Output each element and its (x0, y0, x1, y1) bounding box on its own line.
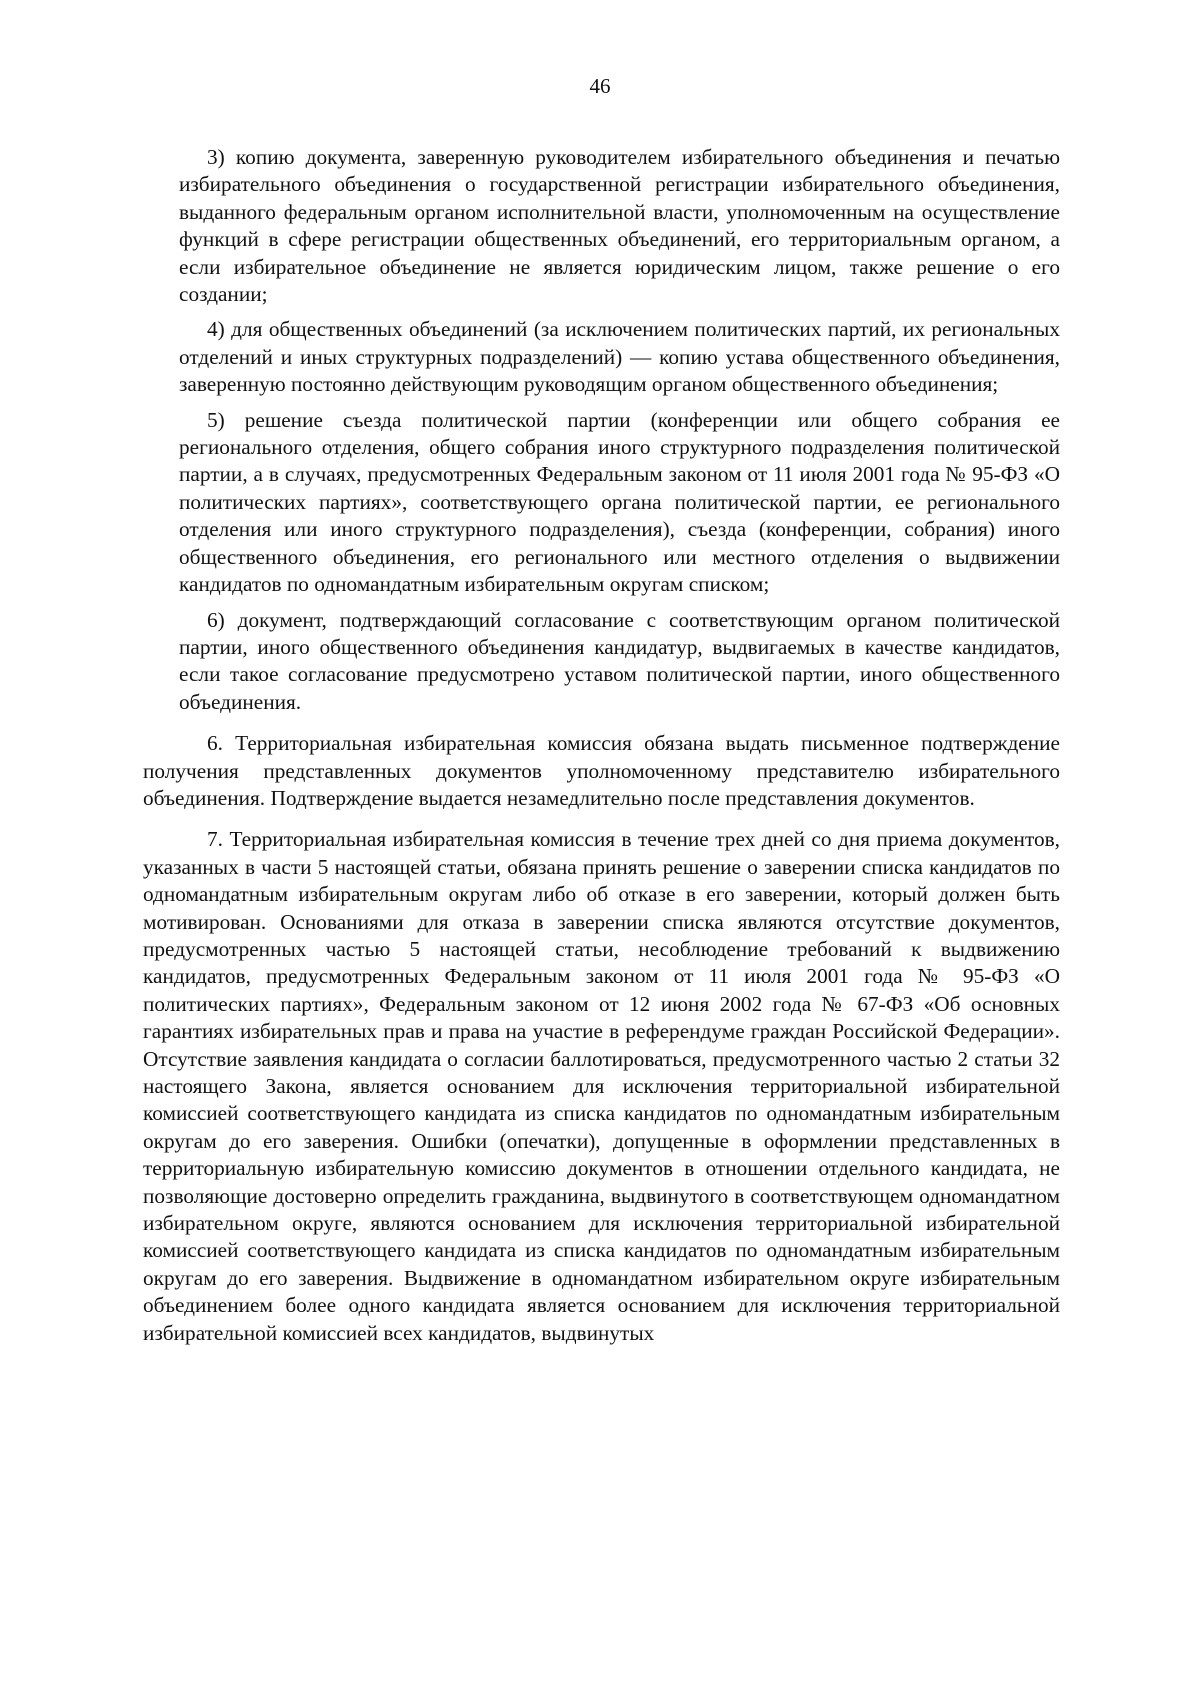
list-item-6: 6) документ, подтверждающий согласование с соответствующим органом политической партии, иного общественного объединения кандидатур, выдвигаемых в качестве кандидатов, если такое согласование предусмотрено уставом политической партии, иного общественного объединения. (179, 607, 1060, 714)
document-body (143, 144, 1060, 1347)
list-item-5: 5) решение съезда политической партии (конференции или общего собрания ее регионального отделения, общего собрания иного структурного подразделения политической партии, а в случаях, предусмотренных Федеральным законом от 11 июля 2001 года № 95-ФЗ «О политических партиях», соответствующего органа политической партии, ее регионального отделения или иного структурного подразделения), съезда (конференции, собрания) иного общественного объединения, его регионального или местного отделения о выдвижении кандидатов по одномандатным избирательным округам списком; (179, 407, 1060, 597)
list-item-4: 4) для общественных объединений (за исключением политических партий, их региональных отделений и иных структурных подразделений) — копию устава общественного объединения, заверенную постоянно действующим руководящим органом общественного объединения; (179, 317, 1060, 397)
list-item-3: 3) копию документа, заверенную руководителем избирательного объединения и печатью избирательного объединения о государственной регистрации избирательного объединения, выданного федеральным органом исполнительной власти, уполномоченным на осуществление функций в сфере регистрации общественных объединений, его территориальным органом, а если избирательное объединение не является юридическим лицом, также решение о его создании; (179, 145, 1060, 307)
page-number: 46 (589, 74, 611, 98)
section-7: 7. Территориальная избирательная комиссия в течение трех дней со дня приема документов, указанных в части 5 настоящей статьи, обязана принять решение о заверении списка кандидатов по одномандатным избирательным округам либо об отказе в его заверении, который должен быть мотивирован. Основаниями для отказа в заверении списка являются отсутствие документов, предусмотренных частью 5 настоящей статьи, несоблюдение требований к выдвижению кандидатов, предусмотренных Федеральным законом от 11 июля 2001 года № 95-ФЗ «О политических партиях», Федеральным законом от 12 июня 2002 года № 67-ФЗ «Об основных гарантиях избирательных прав и права на участие в референдуме граждан Российской Федерации». Отсутствие заявления кандидата о согласии баллотироваться, предусмотренного частью 2 статьи 32 настоящего Закона, является основанием для исключения территориальной избирательной комиссией соответствующего кандидата из списка кандидатов по одномандатным избирательным округам до его заверения. Ошибки (опечатки), допущенные в оформлении представленных в территориальную избирательную комиссию документов в отношении отдельного кандидата, не позволяющие достоверно определить гражданина, выдвинутого в соответствующем одномандатном избирательном округе, являются основанием для исключения территориальной избирательной комиссией соответствующего кандидата из списка кандидатов по одномандатным избирательным округам до его заверения. Выдвижение в одномандатном избирательном округе избирательным объединением более одного кандидата является основанием для исключения территориальной избирательной комиссией всех кандидатов, выдвинутых (143, 827, 1060, 1345)
section-6: 6. Территориальная избирательная комиссия обязана выдать письменное подтверждение получения представленных документов уполномоченному представителю избирательного объединения. Подтверждение выдается незамедлительно после представления документов. (143, 731, 1060, 810)
